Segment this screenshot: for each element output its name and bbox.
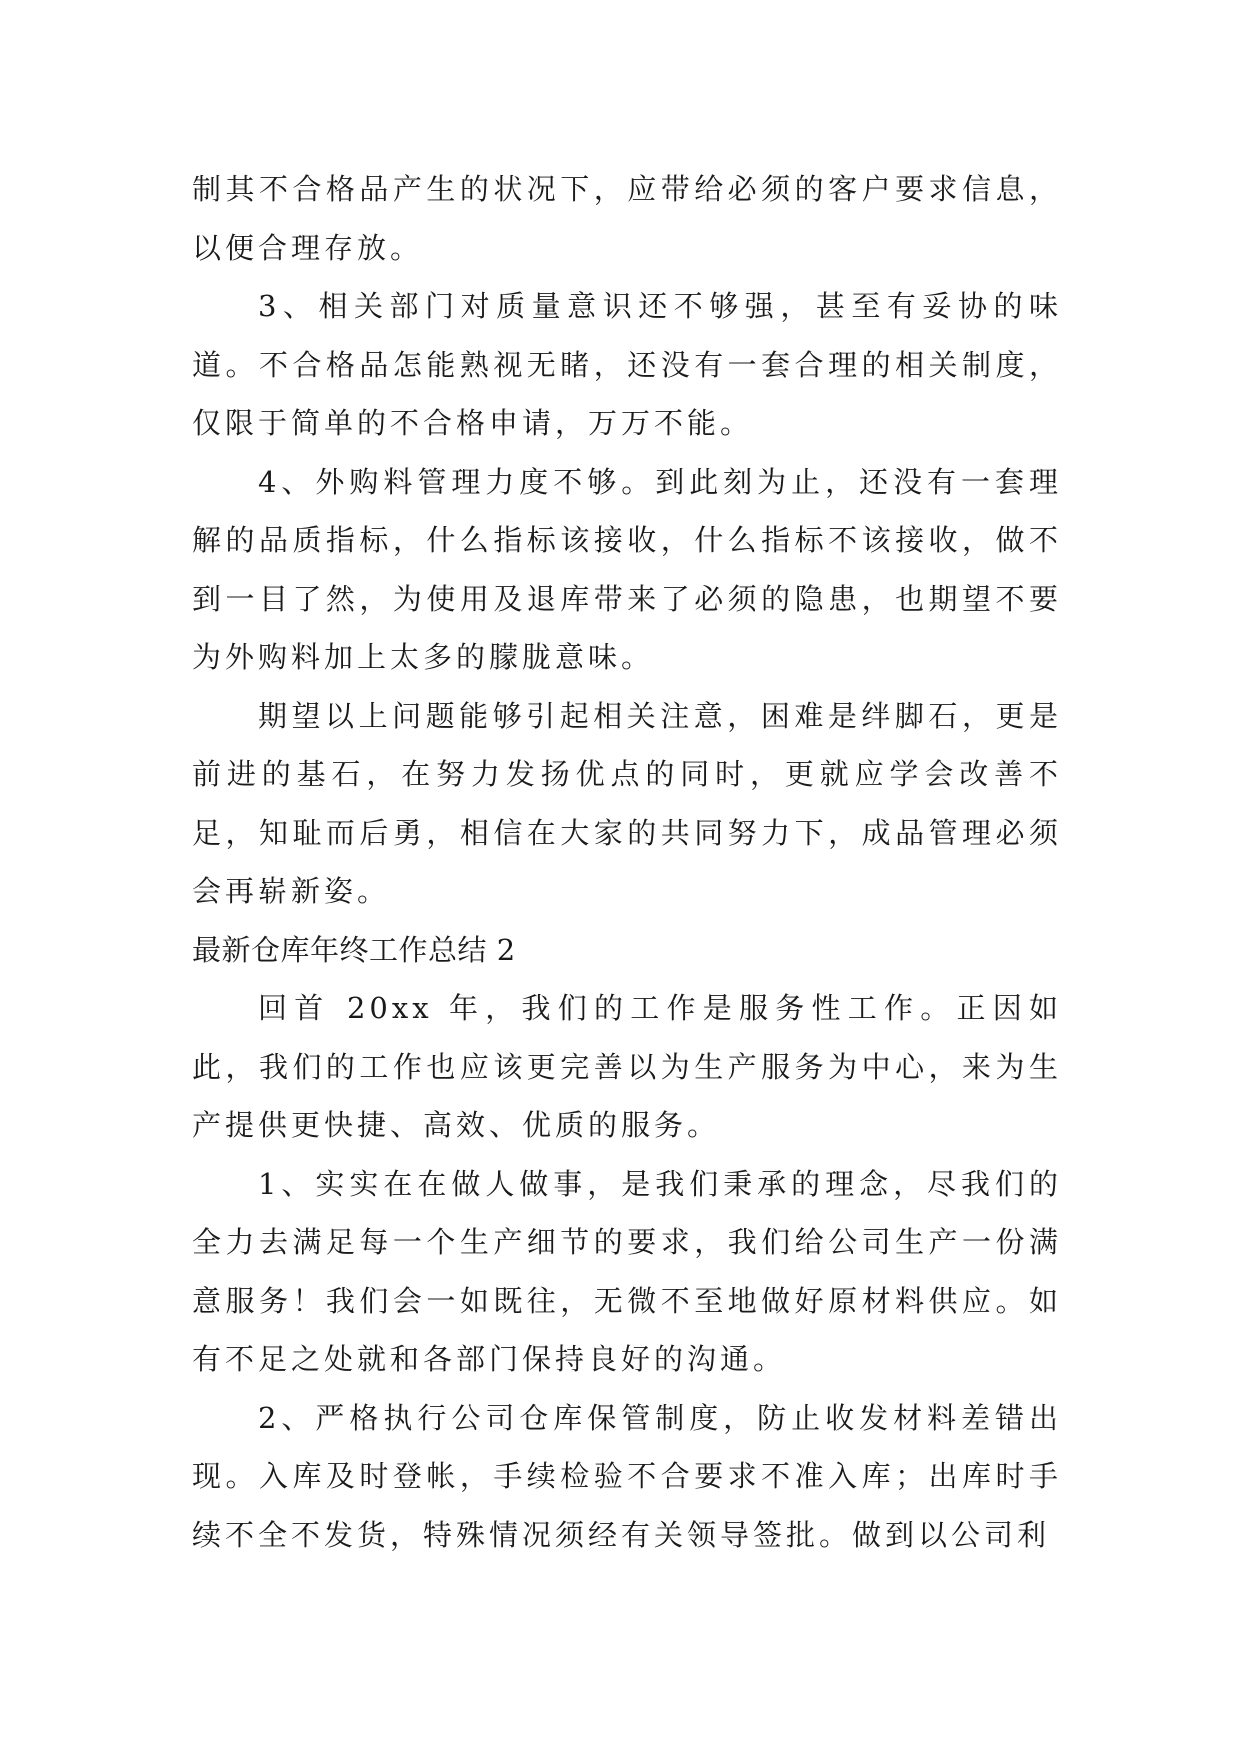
paragraph-continuation: 制其不合格品产生的状况下，应带给必须的客户要求信息，以便合理存放。	[192, 172, 1062, 265]
paragraph-item-4: 4、外购料管理力度不够。到此刻为止，还没有一套理解的品质指标，什么指标该接收，什么指标不该接收，做不到一目了然，为使用及退库带来了必须的隐患，也期望不要为外购料加上太多的朦胧意味。	[192, 464, 1062, 674]
paragraph-point-2: 2、严格执行公司仓库保管制度，防止收发材料差错出现。入库及时登帐，手续检验不合要求不准入库；出库时手续不全不发货，特殊情况须经有关领导签批。做到以公司利	[192, 1400, 1062, 1552]
section-heading: 最新仓库年终工作总结 2	[192, 932, 516, 967]
document-body	[192, 160, 1062, 1564]
paragraph-point-1: 1、实实在在做人做事，是我们秉承的理念，尽我们的全力去满足每一个生产细节的要求，我们给公司生产一份满意服务！我们会一如既往，无微不至地做好原材料供应。如有不足之处就和各部门保持良好的沟通。	[192, 1166, 1062, 1376]
paragraph-intro: 回首 20xx 年，我们的工作是服务性工作。正因如此，我们的工作也应该更完善以为生产服务为中心，来为生产提供更快捷、高效、优质的服务。	[192, 991, 1062, 1142]
paragraph-conclusion: 期望以上问题能够引起相关注意，困难是绊脚石，更是前进的基石，在努力发扬优点的同时，更就应学会改善不足，知耻而后勇，相信在大家的共同努力下，成品管理必须会再崭新姿。	[192, 698, 1062, 908]
paragraph-item-3: 3、相关部门对质量意识还不够强，甚至有妥协的味道。不合格品怎能熟视无睹，还没有一套合理的相关制度，仅限于简单的不合格申请，万万不能。	[192, 289, 1062, 440]
